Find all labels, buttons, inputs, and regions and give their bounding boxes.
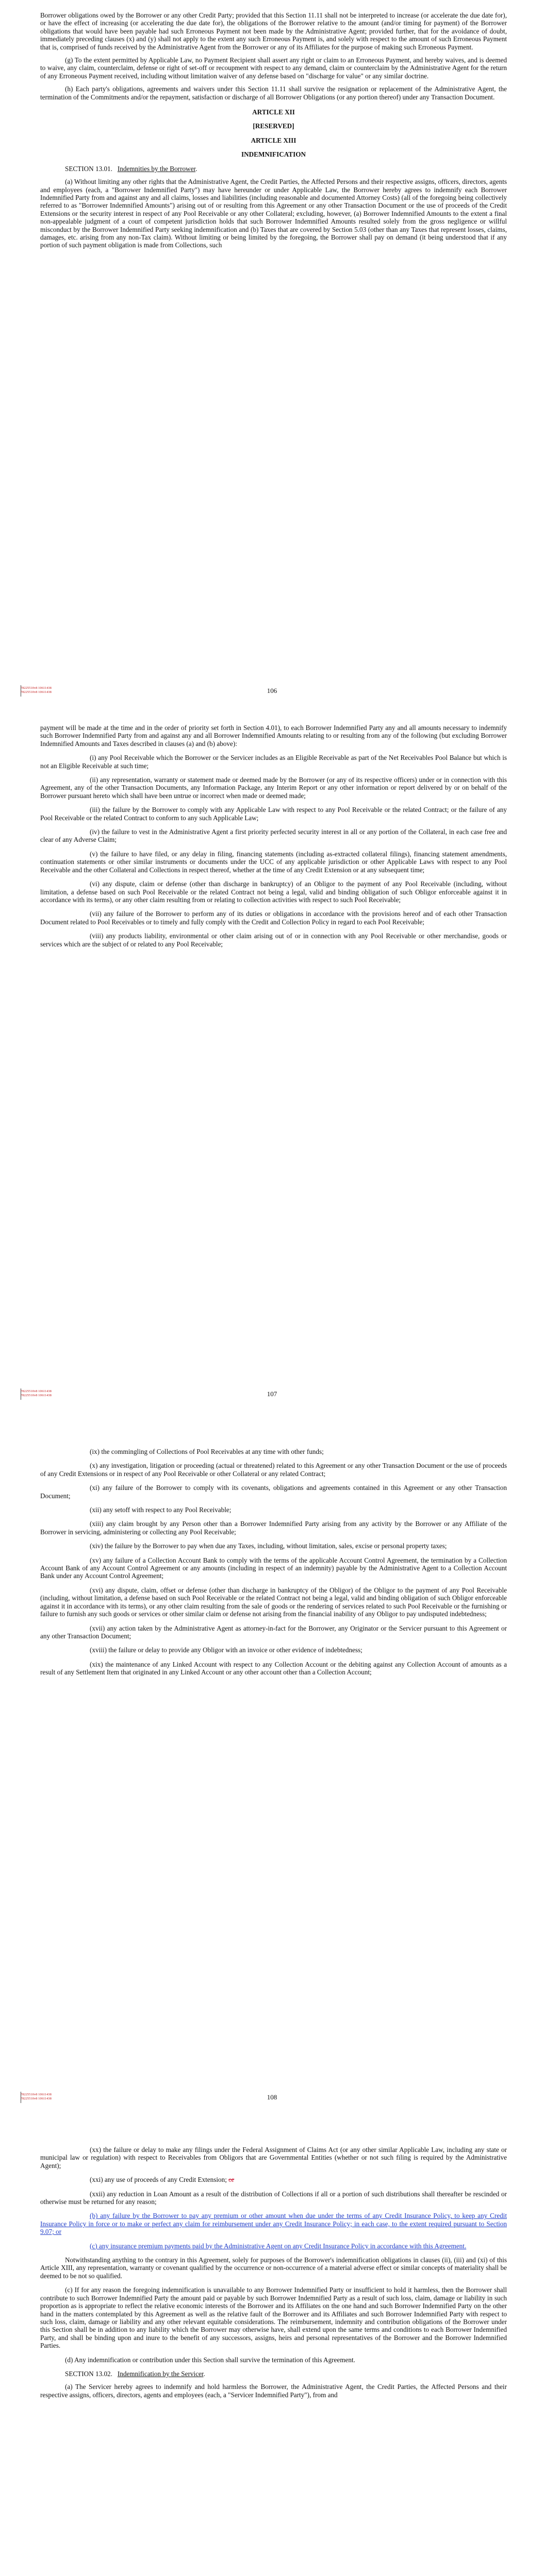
item-xviii: (xviii) the failure or delay to provide any Obligor with an invoice or other evidence of indebtedness; <box>90 1646 362 1654</box>
item-xiv: (xiv) the failure by the Borrower to pay when due any Taxes, including, without limitation, sales, excise or personal property taxes; <box>90 1542 447 1550</box>
item-ii: (ii) any representation, warranty or statement made or deemed made by the Borrower (or any of its respective officers) under or in connection with this Agreement, any of the other Transaction Documents, any Information Package, any Interim Report or any other information or report delivered by or on behalf of the Borrower pursuant hereto which shall have been untrue or incorrect when made or deemed made; <box>40 776 507 800</box>
page-109 <box>0 2110 544 2576</box>
item-b-inserted: (b) any failure by the Borrower to pay any premium or other amount when due under the terms of any Credit Insurance Policy, to keep any Credit Insurance Policy in force or to make or perfect any claim for reimbursement under any Credit Insurance Policy; in each case, to the extent required pursuant to Section 9.07; or <box>40 2212 507 2236</box>
item-i: (i) any Pool Receivable which the Borrower or the Servicer includes as an Eligible Receivable as part of the Net Receivables Pool Balance but which is not an Eligible Receivable at such time; <box>40 754 507 770</box>
item-vii: (vii) any failure of the Borrower to perform any of its duties or obligations in accordance with the provisions hereof and of each other Transaction Document related to Pool Receivables or to timely and fully comply with the Credit and Collection Policy in regard to each Pool Receivable; <box>40 910 507 926</box>
paragraph-h: (h) Each party's obligations, agreements and waivers under this Section 11.11 shall survive the resignation or replacement of the Administrative Agent, the termination of the Commitments and/or the repayment, satisfaction or discharge of all Borrower Obligations (or any portion thereof) under any Transaction Document. <box>40 85 507 101</box>
item-xxi: (xxi) any use of proceeds of any Credit Extension; or <box>90 2176 235 2184</box>
item-xxii: (xxii) any reduction in Loan Amount as a result of the distribution of Collections if all or a portion of such distributions shall thereafter be rescinded or otherwise must be returned for any reason; <box>40 2190 507 2206</box>
doc-id-footer: 78225510v8 10611438 78225510v8 10611438 <box>21 2093 52 2100</box>
page-number: 107 <box>267 1390 277 1398</box>
section-heading-13-01: SECTION 13.01. Indemnities by the Borrower. <box>65 164 197 173</box>
item-ix: (ix) the commingling of Collections of Pool Receivables at any time with other funds; <box>90 1448 324 1455</box>
page-107-body <box>40 724 507 948</box>
heading-reserved: [RESERVED] <box>253 122 294 130</box>
item-iv: (iv) the failure to vest in the Administrative Agent a first priority perfected security interest in all or any portion of the Collateral, in each case free and clear of any Adverse Claim; <box>40 828 507 844</box>
heading-article-xii: ARTICLE XII <box>252 108 295 116</box>
page-number: 108 <box>267 2093 277 2101</box>
page-number: 106 <box>267 687 277 694</box>
item-vi: (vi) any dispute, claim or defense (other than discharge in bankruptcy) of an Obligor to the payment of any Pool Receivable (including, without limitation, a defense based on such Pool Receivable or the related Contract not being a legal, valid and binding obligation of such Obligor enforceable against it in accordance with its terms), or any other claim resulting from or relating to collection activities with respect to such Pool Receivable; <box>40 880 507 904</box>
item-xiii: (xiii) any claim brought by any Person other than a Borrower Indemnified Party arising from any activity by the Borrower or any Affiliate of the Borrower in servicing, administering or collecting any Pool Receivable; <box>40 1520 507 1536</box>
item-v: (v) the failure to have filed, or any delay in filing, financing statements (including as-extracted collateral filings), financing statement amendments, continuation statements or other similar instruments or documents under the UCC of any applicable jurisdiction or other Applicable Laws with respect to any Pool Receivable and the other Collateral and Collections in respect thereof, whether at the time of any Credit Extension or at any subsequent time; <box>40 850 507 874</box>
page-106-body <box>40 11 507 249</box>
heading-indemnification: INDEMNIFICATION <box>241 150 306 159</box>
item-xix: (xix) the maintenance of any Linked Account with respect to any Collection Account or the debiting against any Collection Account of amounts as a result of any Settlement Item that originated in any Linked Account or any other account other than a Collection Account; <box>40 1660 507 1676</box>
page-109-body <box>40 2146 507 2399</box>
doc-id-footer: 78225510v8 10611438 78225510v8 10611438 <box>21 686 52 694</box>
section-number: SECTION 13.02. <box>65 2369 112 2378</box>
section-heading-13-02: SECTION 13.02. Indemnification by the Servicer. <box>65 2369 205 2378</box>
paragraph-a: (a) Without limiting any other rights that the Administrative Agent, the Credit Parties, the Affected Persons and their respective assigns, officers, directors, agents and employees (each, a "Borrower Indemnified Party") may have hereunder or under Applicable Law, the Borrower hereby agrees to indemnify each Borrower Indemnified Party from and against any and all claims, losses and liabilities (including reasonable and documented Attorney Costs) (all of the foregoing being collectively referred to as "Borrower Indemnified Amounts") arising out of or resulting from this Agreement or any other Transaction Document or the use of proceeds of the Credit Extensions or the security interest in respect of any Pool Receivable or any other Collateral; excluding, however, (a) Borrower Indemnified Amounts to the extent a final non-appealable judgment of a court of competent jurisdiction holds that such Borrower Indemnified Amounts resulted solely from the gross negligence or willful misconduct by the Borrower Indemnified Party seeking indemnification and (b) Taxes that are covered by Section 5.03 (other than any Taxes that represent losses, claims, damages, etc. arising from any non-Tax claim). Without limiting or being limited by the foregoing, the Borrower shall pay on demand (it being understood that if any portion of such payment obligation is made from Collections, such <box>40 178 507 249</box>
paragraph-d: (d) Any indemnification or contribution under this Section shall survive the termination of this Agreement. <box>65 2355 355 2364</box>
paragraph-notwithstanding: Notwithstanding anything to the contrary in this Agreement, solely for purposes of the Borrower's indemnification obligations in clauses (ii), (iii) and (xi) of this Article XIII, any representation, warranty or covenant qualified by the occurrence or non-occurrence of a material adverse effect or similar concepts of materiality shall be deemed to be not so qualified. <box>40 2256 507 2280</box>
item-xx: (xx) the failure or delay to make any filings under the Federal Assignment of Claims Act (or any other similar Applicable Law, including any state or municipal law or regulation) with respect to Receivables from Obligors that are Governmental Entities (whether or not such filing is required by the Administrative Agent); <box>40 2146 507 2170</box>
item-xv: (xv) any failure of a Collection Account Bank to comply with the terms of the applicable Account Control Agreement, the termination by a Collection Account Bank of any Account Control Agreement or any amounts (including in respect of an indemnity) payable by the Administrative Agent to a Collection Account Bank under any Account Control Agreement; <box>40 1556 507 1580</box>
heading-article-xiii: ARTICLE XIII <box>251 136 296 144</box>
paragraph-a-servicer: (a) The Servicer hereby agrees to indemnify and hold harmless the Borrower, the Administrative Agent, the Credit Parties, the Affected Persons and their respective assigns, officers, directors, agents and employees (each, a "Servicer Indemnified Party"), from and <box>40 2383 507 2399</box>
page-108 <box>0 1406 544 2110</box>
paragraph-intro: Borrower obligations owed by the Borrower or any other Credit Party; provided that this Section 11.11 shall not be interpreted to increase (or accelerate the due date for), or have the effect of increasing (or accelerating the due date for), the obligations of the Borrower relative to the amount (and/or timing for payment) of the Borrower obligations that would have been payable had such Erroneous Payment not been made by the Administrative Agent; provided further, that for the avoidance of doubt, immediately preceding clauses (x) and (y) shall not apply to the extent any such Erroneous Payment is, and solely with respect to the amount of such Erroneous Payment that is, comprised of funds received by the Administrative Agent from the Borrower or any of its Affiliates for the purpose of making such Erroneous Payment. <box>40 11 507 51</box>
section-title: Indemnities by the Borrower <box>117 164 196 173</box>
doc-id-footer: 78225510v8 10611438 78225510v8 10611438 <box>21 1389 52 1397</box>
item-xvi: (xvi) any dispute, claim, offset or defense (other than discharge in bankruptcy of the Obligor) of the Obligor to the payment of any Pool Receivable (including, without limitation, a defense based on such Pool Receivable or the related Contract not being a legal, valid and binding obligation of such Obligor enforceable against it in accordance with its terms), or any other claim resulting from the sale of goods or the rendering of services related to such Pool Receivable or the furnishing or failure to furnish any such goods or services or other similar claim or defense not arising from the financial inability of any Obligor to pay undisputed indebtedness; <box>40 1586 507 1618</box>
page-107 <box>0 703 544 1406</box>
section-number: SECTION 13.01. <box>65 164 112 173</box>
item-xvii: (xvii) any action taken by the Administrative Agent as attorney-in-fact for the Borrower, any Originator or the Servicer pursuant to this Agreement or any other Transaction Document; <box>40 1624 507 1640</box>
item-viii: (viii) any products liability, environmental or other claim arising out of or in connection with any Pool Receivable or other merchandise, goods or services which are the subject of or related to any Pool Receivable; <box>40 932 507 948</box>
deleted-text: or <box>228 2176 235 2184</box>
item-xi: (xi) any failure of the Borrower to comply with its covenants, obligations and agreements contained in this Agreement or any other Transaction Document; <box>40 1484 507 1500</box>
paragraph-g: (g) To the extent permitted by Applicable Law, no Payment Recipient shall assert any right or claim to an Erroneous Payment, and hereby waives, and is deemed to waive, any claim, counterclaim, defense or right of set-off or recoupment with respect to any demand, claim or counterclaim by the Administrative Agent for the return of any Erroneous Payment received, including without limitation waiver of any defense based on "discharge for value" or any similar doctrine. <box>40 56 507 80</box>
item-iii: (iii) the failure by the Borrower to comply with any Applicable Law with respect to any Pool Receivable or the related Contract; or the failure of any Pool Receivable or the related Contract to conform to any such Applicable Law; <box>40 806 507 822</box>
paragraph-continuation: payment will be made at the time and in the order of priority set forth in Section 4.01), to each Borrower Indemnified Party any and all amounts necessary to indemnify such Borrower Indemnified Party from and against any and all Borrower Indemnified Amounts relating to or resulting from any of the following (but excluding Borrower Indemnified Amounts and Taxes described in clauses (a) and (b) above): <box>40 724 507 748</box>
paragraph-c: (c) If for any reason the foregoing indemnification is unavailable to any Borrower Indemnified Party or insufficient to hold it harmless, then the Borrower shall contribute to such Borrower Indemnified Party the amount paid or payable by such Borrower Indemnified Party as a result of such loss, claim, damage or liability in such proportion as is appropriate to reflect the relative economic interests of the Borrower and its Affiliates on the one hand and such Borrower Indemnified Party on the other hand in the matters contemplated by this Agreement as well as the relative fault of the Borrower and its Affiliates and such Borrower Indemnified Party with respect to such loss, claim, damage or liability and any other relevant equitable considerations. The reimbursement, indemnity and contribution obligations of the Borrower under this Section shall be in addition to any liability which the Borrower may otherwise have, shall extend upon the same terms and conditions to each Borrower Indemnified Party, and shall be binding upon and inure to the benefit of any successors, assigns, heirs and personal representatives of the Borrower and the Borrower Indemnified Parties. <box>40 2286 507 2350</box>
item-xii: (xii) any setoff with respect to any Pool Receivable; <box>90 1506 232 1514</box>
item-x: (x) any investigation, litigation or proceeding (actual or threatened) related to this Agreement or any other Transaction Document or the use of proceeds of any Credit Extensions or in respect of any Pool Receivable or other Collateral or any related Contract; <box>40 1462 507 1478</box>
page-106 <box>0 0 544 703</box>
page-108-body <box>40 1448 507 1676</box>
item-c-inserted: (c) any insurance premium payments paid by the Administrative Agent on any Credit Insurance Policy in accordance with this Agreement. <box>90 2242 467 2250</box>
section-title: Indemnification by the Servicer <box>117 2369 204 2378</box>
